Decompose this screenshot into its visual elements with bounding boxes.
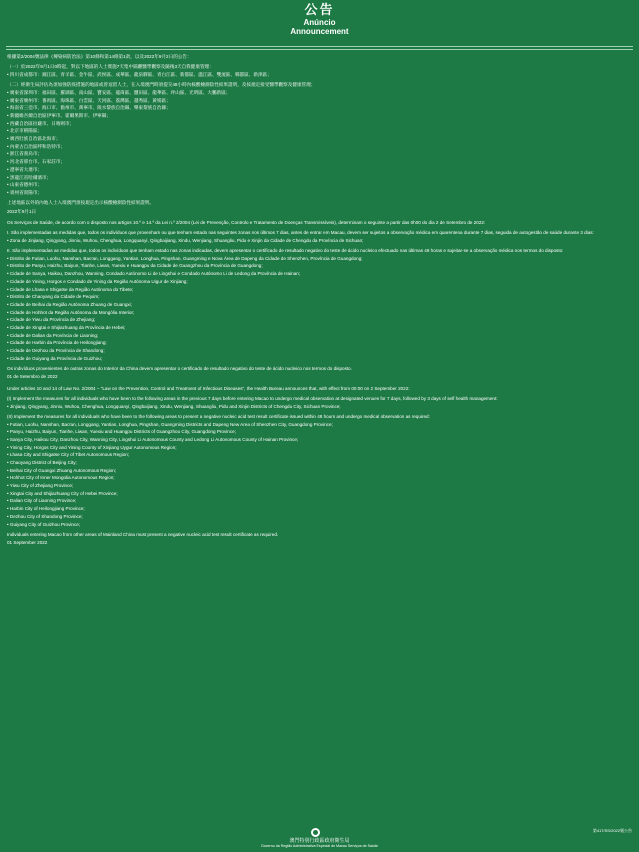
english-paragraph: • Hohhot City of Inner Mongolia Autonomous Region;	[7, 475, 115, 481]
portuguese-paragraph: Os Serviços de Saúde, de acordo com o disposto nos artigos 10.º e 14.º da Lei n.º 2/2004 (Lei de Prevenção, Controlo e Tratamento de Doenças Transmissíveis), determinam o seguinte a partir das 0h00 do dia 2 de Setembro de 2022:	[7, 219, 486, 225]
chinese-paragraph: • 內蒙古自治區呼和浩特市；	[7, 143, 66, 149]
english-paragraph: • Panyu, Haizhu, Baiyun, Tianhe, Liwan, Yuexiu and Huangpu Districts of Guangzhou City, Guangdong Province;	[7, 429, 236, 435]
portuguese-paragraph: • Cidade de Yiwu da Província de Zhejiang;	[7, 317, 96, 323]
portuguese-paragraph: • Cidade de Sanya, Haikou, Danzhou, Wanning, Condado Autónomo Li de Lingshui e Condado Autónomo Li de Ledong da Província de Hainan;	[7, 271, 301, 277]
portuguese-paragraph: • Zona de Jinjiang, Qingyang, Jinniu, Wuhou, Chenghua, Longquanyi, Qingbaijiang, Xindu, Wenjiang, Shuangliu, Pidu e Xinjin da Cidade de Chengdu da Província de Sichuan;	[7, 237, 364, 243]
portuguese-date: 01 de Setembro de 2022	[7, 374, 58, 380]
portuguese-paragraph: • Cidade de Dalian da Província de Liaoning;	[7, 332, 99, 338]
english-section	[7, 386, 632, 547]
english-paragraph: • Dezhou City of Shandong Province;	[7, 513, 83, 519]
english-paragraph: • Jinjiang, Qingyang, Jinniu, Wuhou, Chenghua, Longquanyi, Qingbaijiang, Xindu, Wenjiang, Shuangliu, Pidu and Xinjin Districts of Chengdu City, Sichuan Province;	[7, 403, 341, 409]
organization-name-chinese: 澳門特別行政區政府衛生局	[289, 838, 350, 844]
portuguese-paragraph: • Cidade de Beihai da Região Autónoma Zhuang de Guangxi;	[7, 301, 132, 307]
title-portuguese: Anúncio	[303, 18, 336, 27]
english-paragraph: (I) Implement the measures for all individuals who have been to the following areas in the previous 7 days before entering Macao to undergo medical observation at designated venues for 7 days, followed by 3 days of self health management:	[7, 395, 498, 401]
english-paragraph: • Chaoyang District of Beijing City;	[7, 460, 77, 465]
chinese-paragraph: • 黑龍江省哈爾濱市；	[7, 174, 52, 180]
chinese-paragraph: • 浙江省義烏市；	[7, 151, 43, 157]
chinese-paragraph: • 遼寧省大連市；	[7, 166, 43, 172]
health-bureau-emblem	[311, 828, 320, 837]
chinese-paragraph: • 廣東省深圳市：福田區、羅湖區、南山區、寶安區、龍崗區、鹽田區、龍華區、坪山區、光明區、大鵬新區；	[7, 89, 231, 95]
chinese-paragraph: （二）經衛生局評估為須加強防疫措施的地區或曾逗留人士，在入境澳門時須提交48小時內核酸檢測陰性結果證明，及按規定接受醫學觀察及健康管理；	[7, 82, 316, 88]
chinese-paragraph: 上述地區以外的內地人士入境澳門須按規定出示核酸檢測陰性結果證明。	[7, 200, 155, 206]
header-divider-inner	[6, 49, 633, 50]
portuguese-section	[7, 220, 632, 381]
header-divider	[6, 46, 633, 47]
english-paragraph: • Lhasa City and Shigatse City of Tibet Autonomous Region;	[7, 452, 130, 458]
english-paragraph: Individuals entering Macao from other areas of Mainland China must present a negative nucleic acid test result certificate as required.	[7, 531, 279, 537]
chinese-paragraph: • 河北省邢台市、石家莊市；	[7, 159, 66, 165]
chinese-paragraph: • 山東省德州市；	[7, 182, 43, 188]
portuguese-paragraph: • Cidade de Harbin da Província de Heilongjiang;	[7, 340, 107, 346]
english-paragraph: (II) Implement the measures for all individuals who have been to the following areas to present a negative nucleic acid test result certificate issued within 48 hours and undergo medical observation as required:	[7, 413, 430, 419]
announcement-reference-number: 第417/SS/2022號公告	[592, 828, 632, 833]
english-paragraph: • Xingtai City and Shijiazhuang City of Hebei Province;	[7, 490, 118, 496]
chinese-paragraph: • 新疆維吾爾自治區伊寧市、霍爾果斯市、伊寧縣；	[7, 113, 111, 119]
english-paragraph: • Sanya City, Haikou City, Danzhou City, Wanning City, Lingshui Li Autonomous County and Ledong Li Autonomous County of Hainan Province;	[7, 436, 299, 442]
chinese-paragraph: • 西藏自治區拉薩市、日喀則市；	[7, 120, 75, 126]
portuguese-paragraph: • Distrito de Chaoyang da Cidade de Pequim;	[7, 294, 100, 300]
portuguese-paragraph: • Distrito de Panyu, Haizhu, Baiyun, Tianhe, Liwan, Yuexiu e Huangpu da Cidade de Guangzhou da Província de Guangdong;	[7, 263, 263, 269]
portuguese-paragraph: • Cidade de Xingtai e Shijiazhuang da Província de Hebei;	[7, 324, 126, 330]
english-paragraph: • Beihai City of Guangxi Zhuang Autonomous Region;	[7, 467, 117, 473]
portuguese-paragraph: • Distrito de Futian, Luohu, Nanshan, Bao'an, Longgang, Yantian, Longhua, Pingshan, Guangming e Nova Área de Dapeng da Cidade de Shenzhen, Província de Guangdong;	[7, 255, 363, 261]
chinese-paragraph: • 北京市朝陽區；	[7, 128, 43, 134]
english-paragraph: • Guiyang City of Guizhou Province;	[7, 521, 81, 527]
chinese-paragraph: 根據第2/2004號法律《傳染病防治法》第10條和第14條第1款，以及2022年9月2日的公告：	[7, 54, 192, 59]
portuguese-paragraph: • Cidade de Yining, Horgos e Condado de Yining da Região Autónoma Uigur de Xinjiang;	[7, 278, 188, 284]
organization-name-portuguese: Governo da Região Administrativa Especial de Macau Serviços de Saúde	[260, 844, 379, 848]
english-paragraph: • Yiwu City of Zhejiang Province;	[7, 483, 74, 489]
chinese-paragraph: • 四川省成都市：錦江區、青羊區、金牛區、武侯區、成華區、龍泉驛區、青白江區、新都區、溫江區、雙流區、郫都區、新津區；	[7, 71, 272, 77]
title-english: Announcement	[290, 27, 349, 36]
chinese-paragraph: （一）於2022年9月1日0時起，對以下地區的人士實施7天集中隔離醫學觀察及隨後3天自我健康管理：	[7, 64, 214, 70]
chinese-paragraph: • 廣西壯族自治區北海市；	[7, 136, 61, 142]
portuguese-paragraph: • Cidade de Lhasa e Shigatse da Região Autónoma do Tibete;	[7, 286, 134, 292]
portuguese-paragraph: II. São implementadas as medidas que, todos os indivíduos que tenham estado nas zonas indicadas, devem apresentar o certificado de resultado negativo do teste de ácido nucleico efectuado nas últimas 48 horas e sujeitar-se a observação médica nos termos do disposto:	[7, 248, 564, 254]
chinese-date: 2022年9月1日	[7, 208, 37, 214]
portuguese-paragraph: • Cidade de Guiyang da Província de Guizhou;	[7, 355, 103, 361]
title-chinese: 公告	[304, 3, 335, 18]
chinese-paragraph: • 貴州省貴陽市；	[7, 189, 43, 195]
portuguese-paragraph: • Cidade de Dezhou da Província de Shandong;	[7, 348, 105, 354]
portuguese-paragraph: I. São implementadas as medidas que, todos os indivíduos que provenham ou que tenham estado nas seguintes zonas nos últimos 7 dias, antes de entrar em Macau, devem ser sujeitos a observação médica em quarentena durante 7 dias, seguida de autogestão de saúde durante 3 dias:	[7, 230, 594, 236]
english-paragraph: • Dalian City of Liaoning Province;	[7, 498, 77, 504]
chinese-paragraph: • 海南省三亞市、海口市、儋州市、萬寧市、陵水黎族自治縣、樂東黎族自治縣；	[7, 105, 171, 111]
english-paragraph: • Yining City, Horgos City and Yining County of Xinjiang Uygur Autonomous Region;	[7, 444, 177, 450]
announcement-header	[0, 0, 639, 44]
announcement-body	[7, 54, 632, 551]
english-paragraph: Under articles 10 and 14 of Law No. 2/2004 – "Law on the Prevention, Control and Treatment of Infectious Diseases", the Health Bureau announces that, with effect from 00:00 on 2 September 2022:	[7, 385, 410, 391]
portuguese-paragraph: • Cidade de Hohhot da Região Autónoma da Mongólia Interior;	[7, 309, 135, 315]
chinese-paragraph: • 廣東省廣州市：番禺區、海珠區、白雲區、天河區、荔灣區、越秀區、黃埔區；	[7, 97, 171, 103]
english-date: 01 September 2022	[7, 540, 48, 546]
english-paragraph: • Harbin City of Heilongjiang Province;	[7, 506, 85, 512]
chinese-section	[7, 54, 632, 215]
portuguese-paragraph: Os indivíduos provenientes de outras zonas do Interior da China devem apresentar o certificado de resultado negativo do teste de ácido nucleico nos termos do disposto.	[7, 366, 352, 371]
english-paragraph: • Futian, Luohu, Nanshan, Bao'an, Longgang, Yantian, Longhua, Pingshan, Guangming Districts and Dapeng New Area of Shenzhen City, Guangdong Province;	[7, 421, 333, 427]
